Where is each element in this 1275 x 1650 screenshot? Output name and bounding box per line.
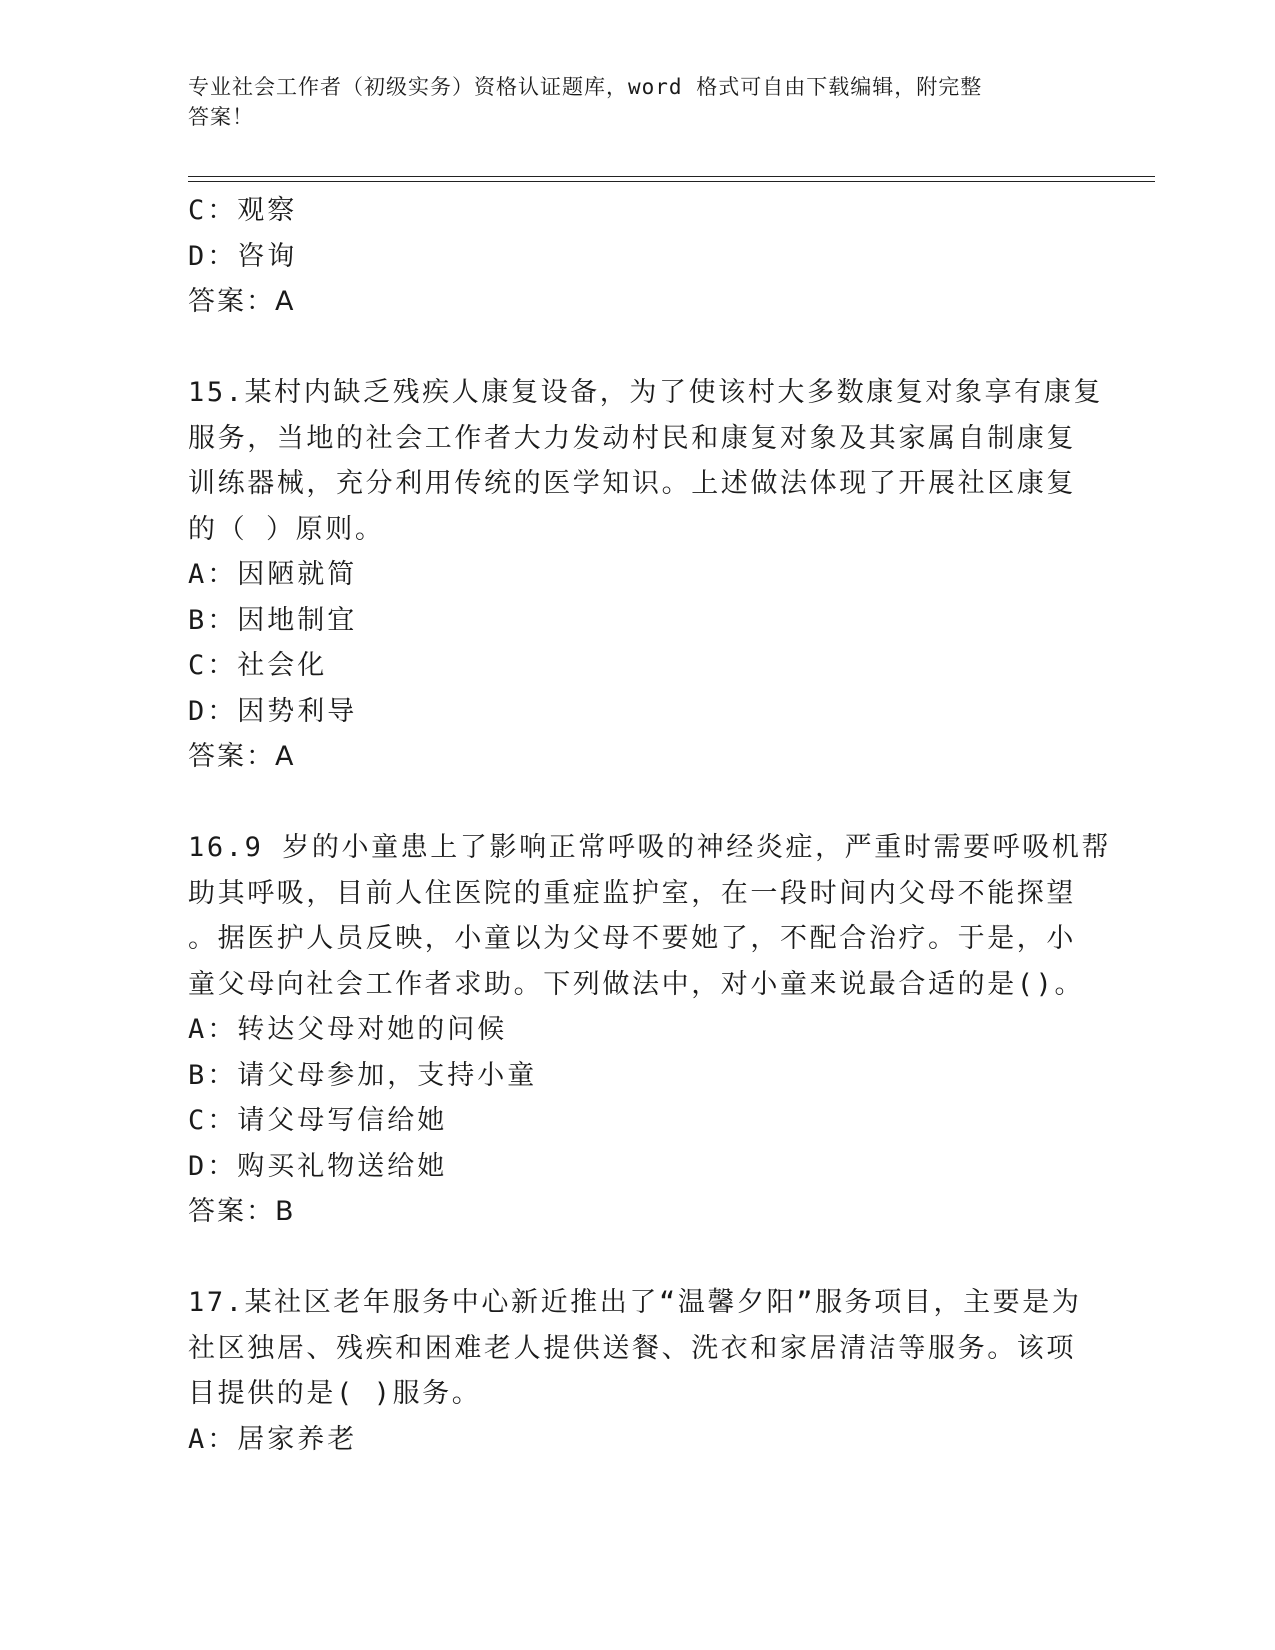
option-a: A：居家养老 [188,1423,358,1455]
stem-line: 服务，当地的社会工作者大力发动村民和康复对象及其家属自制康复 [188,422,1076,454]
header-rule-bottom [188,181,1155,182]
document-body [188,188,1112,1462]
stem-line: 社区独居、残疾和困难老人提供送餐、洗衣和家居清洁等服务。该项 [188,1332,1076,1364]
answer-line: 答案：A [188,286,296,317]
answer-line: 答案：B [188,1196,296,1227]
option-d: D：购买礼物送给她 [188,1150,448,1182]
stem-line: 16.9 岁的小童患上了影响正常呼吸的神经炎症，严重时需要呼吸机帮 [188,832,1112,863]
option-a: A：转达父母对她的问候 [188,1014,508,1045]
question-stem [188,825,1112,1007]
stem-line: 目提供的是( )服务。 [188,1378,482,1409]
spacer [188,1235,1088,1281]
option-d: D：咨询 [188,240,298,272]
option-c: C：社会化 [188,650,328,681]
option-a: A：因陋就简 [188,559,358,590]
option-d: D：因势利导 [188,695,358,727]
option-b: B：因地制宜 [188,604,358,636]
stem-line: 的（ ）原则。 [188,513,385,545]
header-line-2: 答案！ [188,105,254,129]
stem-line: 训练器械，充分利用传统的医学知识。上述做法体现了开展社区康复 [188,468,1076,499]
question-15 [188,370,1103,780]
spacer [188,325,1088,371]
question-stem [188,370,1103,552]
header-line-1: 专业社会工作者（初级实务）资格认证题库，word 格式可自由下载编辑，附完整 [188,75,983,99]
spacer [188,780,1088,826]
answer-line: 答案：A [188,741,296,772]
stem-line: 助其呼吸，目前人住医院的重症监护室，在一段时间内父母不能探望 [188,877,1076,909]
question-16 [188,825,1112,1235]
option-c: C：观察 [188,195,298,226]
stem-line: 15.某村内缺乏残疾人康复设备，为了使该村大多数康复对象享有康复 [188,377,1103,408]
page-header [188,72,1068,132]
question-14-tail [188,188,1088,325]
question-17 [188,1280,1088,1462]
option-c: C：请父母写信给她 [188,1105,448,1136]
question-stem [188,1280,1088,1417]
stem-line: 童父母向社会工作者求助。下列做法中，对小童来说最合适的是()。 [188,968,1085,1000]
stem-line: 。据医护人员反映，小童以为父母不要她了，不配合治疗。于是，小 [188,923,1076,954]
header-rule-top [188,176,1155,177]
stem-line: 17.某社区老年服务中心新近推出了“温馨夕阳”服务项目，主要是为 [188,1287,1082,1318]
option-b: B：请父母参加，支持小童 [188,1059,538,1091]
